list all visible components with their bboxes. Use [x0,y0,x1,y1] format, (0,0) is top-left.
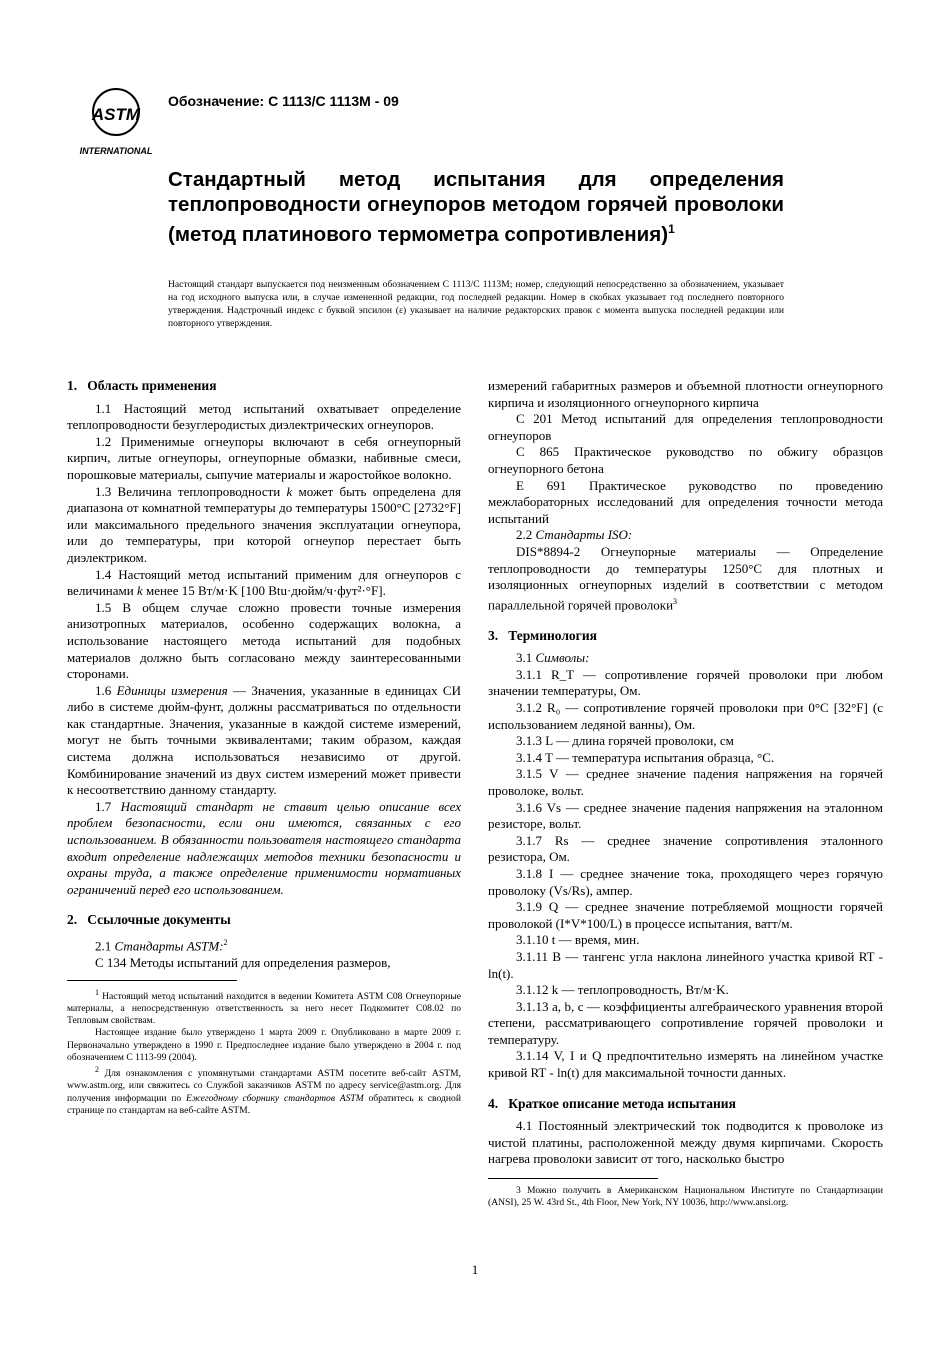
footnote-1b: Настоящее издание было утверждено 1 марта 2009 г. Опубликовано в марте 2009 г. Первоначально утверждено в 1990 г. Предпоследнее издание было утверждено в 2004 г. под обозначением C 1113-99 (2004). [67,1027,461,1063]
para-1-5: 1.5 В общем случае сложно провести точные измерения анизотропных материалов, особенно содержащих волокна, а использование настоящего метода испытаний для подобных материалов должно быть согласовано между заинтересованными сторонами. [67,599,461,682]
section-2-heading: 2. Ссылочные документы [67,912,231,928]
para-2-1: 2.1 Стандарты ASTM:$^2$ [95,938,228,954]
logo-text: ASTM [91,105,141,124]
term-3-1-3: 3.1.3 L — длина горячей проволоки, см [516,733,734,749]
term-3-1-4: 3.1.4 T — температура испытания образца, °C. [516,749,775,765]
term-3-1-9: 3.1.9 Q — среднее значение потребляемой мощности горячей проволокой (I*V*100/L) в процессе испытания, ватт/м. [488,899,883,931]
term-3-1-10: 3.1.10 t — время, мин. [516,932,640,948]
term-3-1-1: 3.1.1 R_T — сопротивление горячей проволоки при любом значении температуры, Ом. [488,666,883,699]
para-1-2: 1.2 Применимые огнеупоры включают в себя огнеупорный кирпич, литые огнеупоры, огнеупорные обмазки, набивные смеси, порошковые материалы, сыпучие материалы и жаростойкое волокно. [67,433,461,482]
term-3-1-5: 3.1.5 V — среднее значение падения напряжения на горячей проволоке, вольт. [488,766,883,798]
page-number: 1 [471,1262,479,1277]
designation: Обозначение: C 1113/C 1113M - 09 [168,93,399,109]
logo-subtext: INTERNATIONAL [79,146,153,156]
term-3-1-2: 3.1.2 R₀ — сопротивление горячей проволоки при 0°C [32°F] (с использованием ледяной ванны), Ом. [488,700,883,732]
footnote-rule [67,980,237,981]
section-3-heading: 3. Терминология [488,627,597,643]
para-1-3: 1.3 Величина теплопроводности k может быть определена для диапазона от комнатной температуры до температуры 1500°C [2732°F] или максимального предельного значения эксплуатации огнеупора, или до температуры, при которой огнеупор перестает быть диэлектриком. [67,483,461,565]
section-4-heading: 4. Краткое описание метода испытания [488,1095,736,1111]
ref-c134-cont: измерений габаритных размеров и объемной плотности огнеупорного кирпича и изоляционного огнеупорного кирпича [488,378,883,410]
para-2-2: 2.2 Стандарты ISO: [516,527,633,543]
preface-note: Настоящий стандарт выпускается под неизменным обозначением C 1113/C 1113M; номер, следующий непосредственно за обозначением, указывает на год исходного выпуска или, в случае измененной редакции, год последней редакции. Номер в скобках указывает год последнего повторного утверждения. Надстрочный индекс с буквой эпсилон (ε) указывает на наличие редакторских правок с момента выпуска последней редакции или повторного утверждения. [168,279,784,329]
para-3-1: 3.1 Символы: [516,650,590,666]
para-1-4: 1.4 Настоящий метод испытаний применим для огнеупоров с величинами k менее 15 Вт/м·K [100 Btu·дюйм/ч·фут²·°F]. [67,566,461,599]
term-3-1-13: 3.1.13 a, b, c — коэффициенты алгебраического уравнения второй степени, рассматривающего сопротивление горячей проволоки и температуру. [488,998,883,1047]
term-3-1-8: 3.1.8 I — среднее значение тока, проходящего через горячую проволоку (Vs/Rs), ампер. [488,865,883,898]
para-1-1: 1.1 Настоящий метод испытаний охватывает определение теплопроводности безуглеродистых диэлектрических огнеупоров. [67,400,461,433]
footnote-1: $^1$ Настоящий метод испытаний находится в ведении Комитета ASTM C08 Огнеупорные материалы, а непосредственную ответственность за него несет Подкомитет C08.02 по Тепловым свойствам. [67,987,461,1027]
term-3-1-6: 3.1.6 Vs — среднее значение падения напряжения на эталонном резисторе, вольт. [488,799,883,832]
para-1-6: 1.6 Единицы измерения — Значения, указанные в единицах СИ либо в системе дюйм-фунт, должны рассматриваться по отдельности как стандартные. Значения, указанные в каждой системе измерений, могут не быть точными эквивалентами; таким образом, каждая система должна использоваться независимо от другой. Комбинирование значений из двух систем измерений может привести к несоответствию данному стандарту. [67,682,461,798]
ref-c134: C 134 Методы испытаний для определения размеров, [95,954,391,970]
ref-c201: C 201 Метод испытаний для определения теплопроводности огнеупоров [488,411,883,443]
left-column [67,378,461,1117]
ref-dis-8894: DIS*8894-2 Огнеупорные материалы — Определение теплопроводности до температуры 1250°C для плотных и изоляционных огнеупорных изделий в соответствии с методом параллельной горячей проволоки$^3$ [488,543,883,613]
para-4-1: 4.1 Постоянный электрический ток подводится к проволоке из чистой платины, расположенной между двумя кирпичами. Скорость нагрева проволоки зависит от того, насколько быстро [488,1118,883,1167]
term-3-1-14: 3.1.14 V, I и Q предпочтительно измерять на линейном участке кривой RT - ln(t) для максимальной точности данных. [488,1048,883,1081]
term-3-1-12: 3.1.12 k — теплопроводность, Вт/м·K. [516,982,729,998]
term-3-1-7: 3.1.7 Rs — среднее значение сопротивления эталонного резистора, Ом. [488,832,883,865]
astm-logo [74,86,158,158]
footnote-rule-right [488,1178,658,1179]
section-1-heading: 1. Область применения [67,378,217,393]
title-text: Стандартный метод испытания для определения теплопроводности огнеупоров методом горячей проволоки (метод платинового термометра сопротивления) [168,168,784,246]
ref-e691: E 691 Практическое руководство по проведению межлабораторных исследований для определения точности метода испытаний [488,477,883,526]
title-footnote-mark: 1 [668,222,675,236]
para-1-7: 1.7 Настоящий стандарт не ставит целью описание всех проблем безопасности, если они имеются, связанных с его использованием. В обязанности пользователя настоящего стандарта входит определение надлежащих методов техники безопасности и охраны труда, а также определение применимости нормативных ограничений перед его использованием. [67,798,461,897]
document-title [168,168,784,247]
footnote-3: 3 Можно получить в Американском Национальном Институте по Стандартизации (ANSI), 25 W. 43rd St., 4th Floor, New York, NY 10036, http://www.ansi.org. [488,1185,883,1209]
footnote-2: $^2$ Для ознакомления с упомянутыми стандартами ASTM посетите веб-сайт ASTM, www.astm.org, или свяжитесь со Службой заказчиков ASTM по адресу service@astm.org. Для получения информации по Ежегодному сборнику стандартов ASTM обратитесь к сводной странице по стандартам на веб-сайте ASTM. [67,1064,461,1116]
right-column [488,378,883,1209]
term-3-1-11: 3.1.11 B — тангенс угла наклона линейного участка кривой RT - ln(t). [488,948,883,981]
ref-c865: C 865 Практическое руководство по обжигу образцов огнеупорного бетона [488,444,883,476]
